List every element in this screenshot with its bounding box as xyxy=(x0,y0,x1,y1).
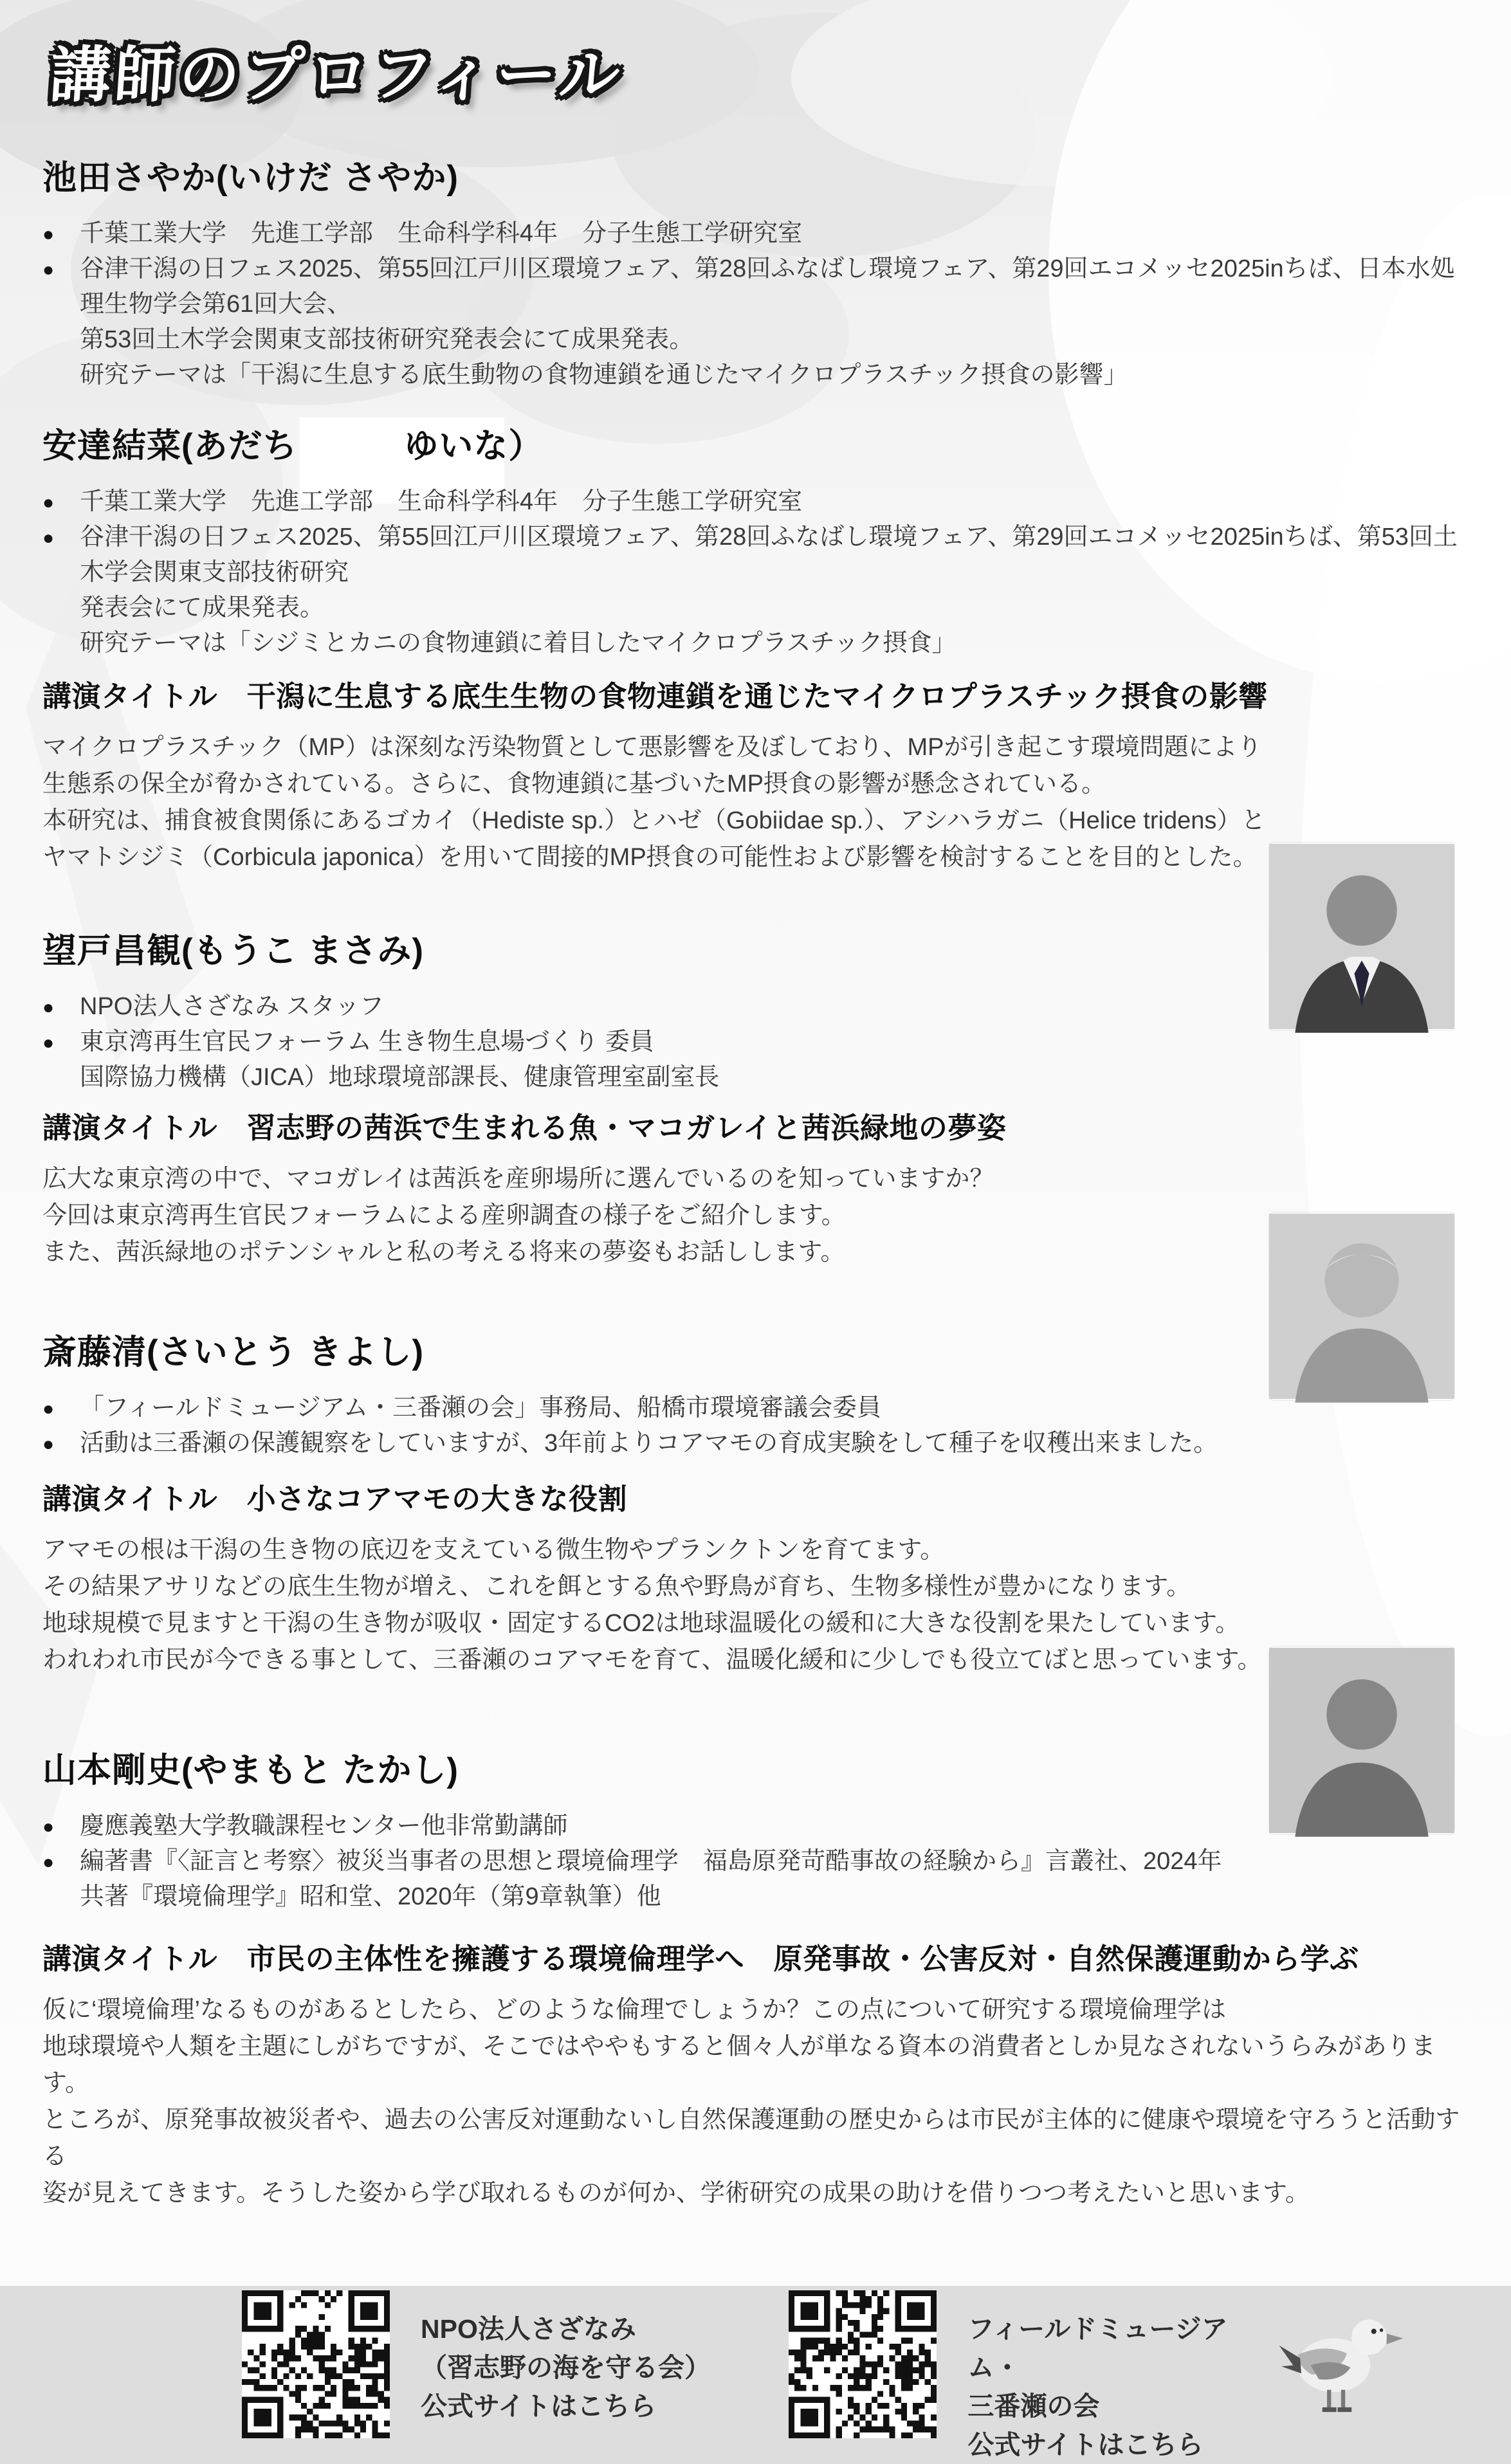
profile-bullet: ● 谷津干潟の日フェス2025、第55回江戸川区環境フェア、第28回ふなばし環境フェア、第29回エコメッセ2025inちば、日本水処理生物学会第61回大会、 xyxy=(42,251,1466,322)
footer-item-sazanami xyxy=(242,2290,711,2438)
lecture-title: 講演タイトル 市民の主体性を擁護する環境倫理学へ 原発事故・公害反対・自然保護運動から学ぶ xyxy=(42,1942,1359,1975)
footer-links xyxy=(242,2290,1466,2464)
speaker-section-ikeda xyxy=(42,158,1466,393)
lecture-abstract-line: 本研究は、捕食被食関係にあるゴカイ（Hediste sp.）とハゼ（Gobiidae sp.）、アシハラガニ（Helice tridens）と xyxy=(42,807,1266,834)
lecture-abstract-line: 地球環境や人類を主題にしがちですが、そこではややもすると個々人が単なる資本の消費者としか見なされないうらみがあります。 xyxy=(42,2033,1436,2097)
lecture-abstract-line: その結果アサリなどの底生生物が増え、これを餌とする魚や野鳥が育ち、生物多様性が豊かになります。 xyxy=(42,1573,1191,1600)
profile-line: 国際協力機構（JICA）地球環境部課長、健康管理室副室長 xyxy=(80,1064,720,1091)
speaker-name: 斎藤清(さいとう きよし) xyxy=(42,1333,425,1371)
profile-bullet: ● 慶應義塾大学教職課程センター他非常勤講師 xyxy=(42,1809,1466,1844)
speaker-section-yamamoto xyxy=(42,1751,1466,1915)
lecture-abstract-line: マイクロプラスチック（MP）は深刻な汚染物質として悪影響を及ぼしており、MPが引き起こす環境問題により xyxy=(42,734,1262,761)
profile-lines xyxy=(42,1391,1466,1461)
lecture-abstract-line: 地球規模で見ますと干潟の生き物が吸収・固定するCO2は地球温暖化の緩和に大きな役割を果たしています。 xyxy=(42,1610,1240,1637)
lecture-abstract-line: また、茜浜緑地のポテンシャルと私の考える将来の夢姿もお話しします。 xyxy=(42,1239,845,1266)
footer-item-sanbanze xyxy=(789,2290,1276,2464)
qr-caption-line: 公式サイトはこちら xyxy=(967,2430,1204,2459)
lecture-title: 講演タイトル 小さなコアマモの大きな役割 xyxy=(42,1483,628,1515)
profile-bullet: ● NPO法人さざなみ スタッフ xyxy=(42,989,1466,1025)
profile-bullet: ● 谷津干潟の日フェス2025、第55回江戸川区環境フェア、第28回ふなばし環境フェア、第29回エコメッセ2025inちば、第53回土木学会関東支部技術研究 xyxy=(42,520,1466,590)
profile-line: 研究テーマは「干潟に生息する底生動物の食物連鎖を通じたマイクロプラスチック摂食の影響」 xyxy=(80,361,1128,388)
seagull-illustration xyxy=(1276,2307,1404,2416)
lecture-block-microplastics xyxy=(42,678,1466,876)
profile-lines xyxy=(42,216,1466,393)
profile-line: 第53回土木学会関東支部技術研究発表会にて成果発表。 xyxy=(80,326,694,353)
profile-bullet: ● 千葉工業大学 先進工学部 生命科学科4年 分子生態工学研究室 xyxy=(42,484,1466,520)
lecture-abstract-line: 広大な東京湾の中で、マコガレイは茜浜を産卵場所に選んでいるのを知っていますか？ xyxy=(42,1165,994,1192)
profile-bullet: ● 活動は三番瀬の保護観察をしていますが、3年前よりコアマモの育成実験をして種子を収穫出来ました。 xyxy=(42,1426,1466,1461)
qr-caption xyxy=(967,2310,1276,2464)
lecture-abstract-line: 生態系の保全が脅かされている。さらに、食物連鎖に基づいたMP摂食の影響が懸念されている。 xyxy=(42,771,1106,798)
lecture-title: 講演タイトル 習志野の茜浜で生まれる魚・マコガレイと茜浜緑地の夢姿 xyxy=(42,1111,1007,1144)
qr-caption-line: （習志野の海を守る会） xyxy=(421,2353,711,2382)
profile-bullet: ● 東京湾再生官民フォーラム 生き物生息場づくり 委員 xyxy=(42,1025,1466,1060)
qr-caption-line: 三番瀬の会 xyxy=(967,2391,1100,2421)
speaker-name xyxy=(42,426,1466,466)
profile-bullet: ● 編著書『〈証言と考察〉被災当事者の思想と環境倫理学 福島原発苛酷事故の経験から』言叢社、2024年 xyxy=(42,1844,1466,1879)
speaker-name-part2: ゆいな） xyxy=(404,427,544,465)
lecture-abstract-line: アマモの根は干潟の生き物の底辺を支えている微生物やプランクトンを育てます。 xyxy=(42,1537,945,1564)
profile-lines xyxy=(42,989,1466,1095)
qr-caption-line: フィールドミュージアム・ xyxy=(967,2314,1228,2382)
profile-lines xyxy=(42,484,1466,661)
speaker-name: 望戸昌観(もうこ まさみ) xyxy=(42,932,425,970)
lecture-abstract-line: 今回は東京湾再生官民フォーラムによる産卵調査の様子をご紹介します。 xyxy=(42,1202,846,1229)
lecture-block-makogarei xyxy=(42,1109,1466,1271)
lecture-abstract-line: われわれ市民が今できる事として、三番瀬のコアマモを育て、温暖化緩和に少しでも役立てばと思っています。 xyxy=(42,1647,1262,1674)
lecture-abstract-line: 仮に‘環境倫理’なるものがあるとしたら、どのような倫理でしょうか？この点について研究する環境倫理学は xyxy=(42,1996,1227,2023)
speaker-section-mouko xyxy=(42,931,1466,1095)
page-title: 講師のプロフィール xyxy=(48,41,626,109)
profile-line: 発表会にて成果発表。 xyxy=(80,594,325,621)
lecture-block-koamamo xyxy=(42,1481,1466,1679)
lecture-abstract-line: ところが、原発事故被災者や、過去の公害反対運動ないし自然保護運動の歴史からは市民が主体的に健康や環境を守ろうと活動する xyxy=(42,2106,1460,2170)
lecture-abstract-line: 姿が見えてきます。そうした姿から学び取れるものが何か、学術研究の成果の助けを借りつつ考えたいと思います。 xyxy=(42,2180,1310,2207)
lecture-block-environmental-ethics xyxy=(42,1940,1466,2212)
qr-caption-line: NPO法人さざなみ xyxy=(421,2314,636,2344)
qr-code-sazanami xyxy=(242,2290,390,2438)
speaker-section-adachi xyxy=(42,426,1466,661)
qr-code-sanbanze xyxy=(789,2290,937,2438)
speaker-name: 池田さやか(いけだ さやか) xyxy=(42,159,459,197)
speaker-name-part1: 安達結菜(あだち xyxy=(42,427,298,465)
speaker-section-saito xyxy=(42,1333,1466,1461)
profile-line: 研究テーマは「シジミとカニの食物連鎖に着目したマイクロプラスチック摂食」 xyxy=(80,630,957,657)
speaker-name: 山本剛史(やまもと たかし) xyxy=(42,1751,459,1789)
lecture-abstract-line: ヤマトシジミ（Corbicula japonica）を用いて間接的MP摂食の可能性および影響を検討することを目的とした。 xyxy=(42,844,1258,871)
qr-caption-line: 公式サイトはこちら xyxy=(421,2391,657,2421)
qr-caption xyxy=(421,2310,711,2438)
profile-lines xyxy=(42,1809,1466,1915)
profile-bullet: ● 千葉工業大学 先進工学部 生命科学科4年 分子生態工学研究室 xyxy=(42,216,1466,251)
lecture-title: 講演タイトル 干潟に生息する底生生物の食物連鎖を通じたマイクロプラスチック摂食の影響 xyxy=(42,680,1268,713)
profile-line: 共著『環境倫理学』昭和堂、2020年（第9章執筆）他 xyxy=(80,1883,661,1910)
profile-bullet: ● 「フィールドミュージアム・三番瀬の会」事務局、船橋市環境審議会委員 xyxy=(42,1391,1466,1426)
